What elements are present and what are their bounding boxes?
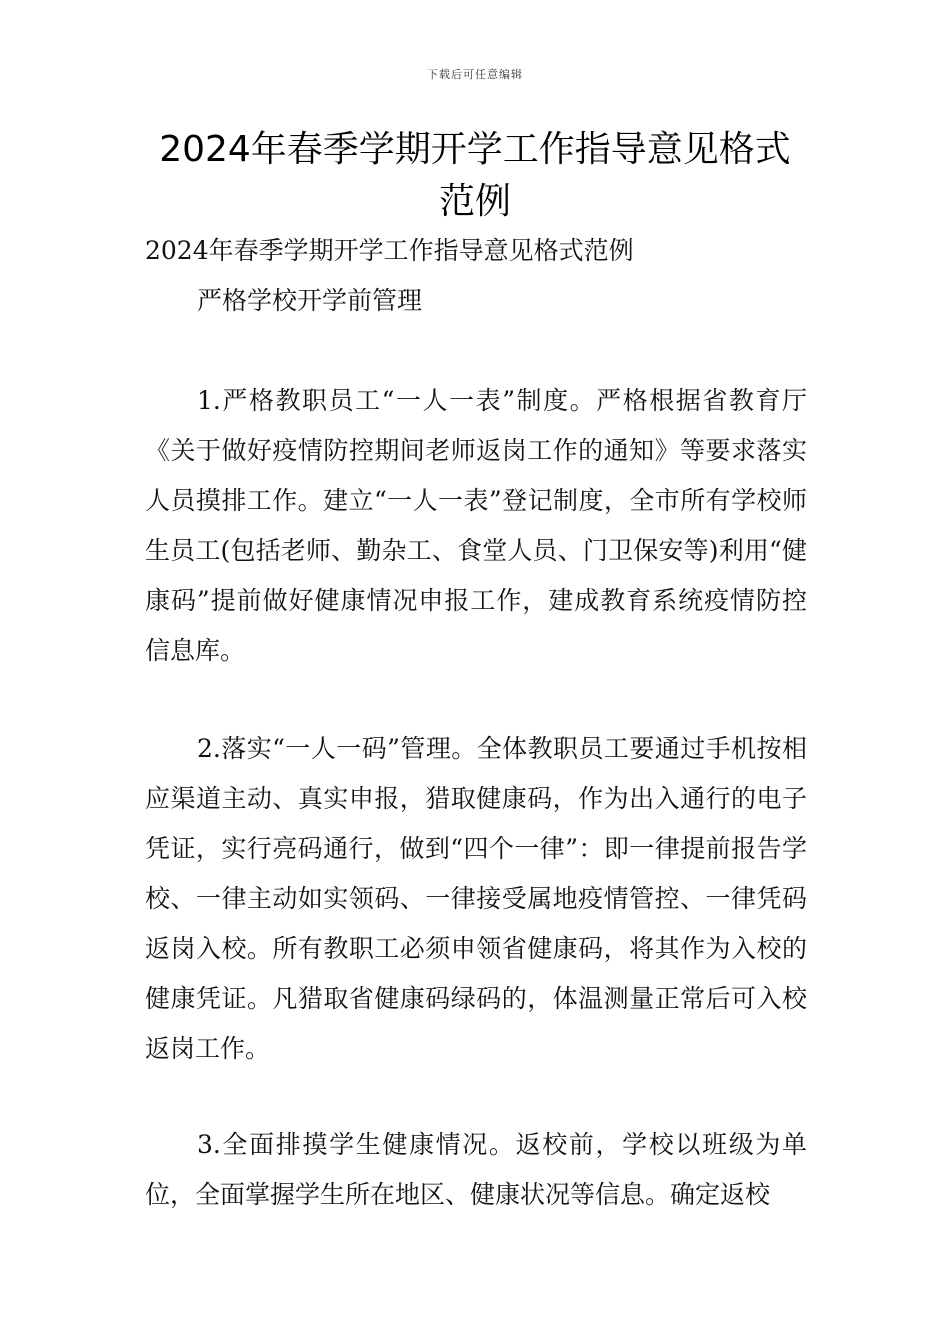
paragraph-1: 1.严格教职员工“一人一表”制度。严格根据省教育厅《关于做好疫情防控期间老师返岗工作的通知》等要求落实人员摸排工作。建立“一人一表”登记制度，全市所有学校师生员工(包括老师、勤杂工、食堂人员、门卫保安等)利用“健康码”提前做好健康情况申报工作，建成教育系统疫情防控信息库。 bbox=[145, 386, 807, 665]
document-title: 2024年春季学期开学工作指导意见格式范例 bbox=[159, 129, 791, 222]
paragraph-3: 3.全面排摸学生健康情况。返校前，学校以班级为单位，全面掌握学生所在地区、健康状况等信息。确定返校 bbox=[145, 1130, 807, 1209]
header-note: 下载后可任意编辑 bbox=[427, 68, 523, 81]
document-subtitle: 2024年春季学期开学工作指导意见格式范例 bbox=[145, 236, 634, 265]
section-heading: 严格学校开学前管理 bbox=[197, 286, 423, 315]
paragraph-2: 2.落实“一人一码”管理。全体教职员工要通过手机按相应渠道主动、真实申报，猎取健康码，作为出入通行的电子凭证，实行亮码通行，做到“四个一律”：即一律提前报告学校、一律主动如实领码、一律接受属地疫情管控、一律凭码返岗入校。所有教职工必须申领省健康码，将其作为入校的健康凭证。凡猎取省健康码绿码的，体温测量正常后可入校返岗工作。 bbox=[145, 734, 807, 1063]
